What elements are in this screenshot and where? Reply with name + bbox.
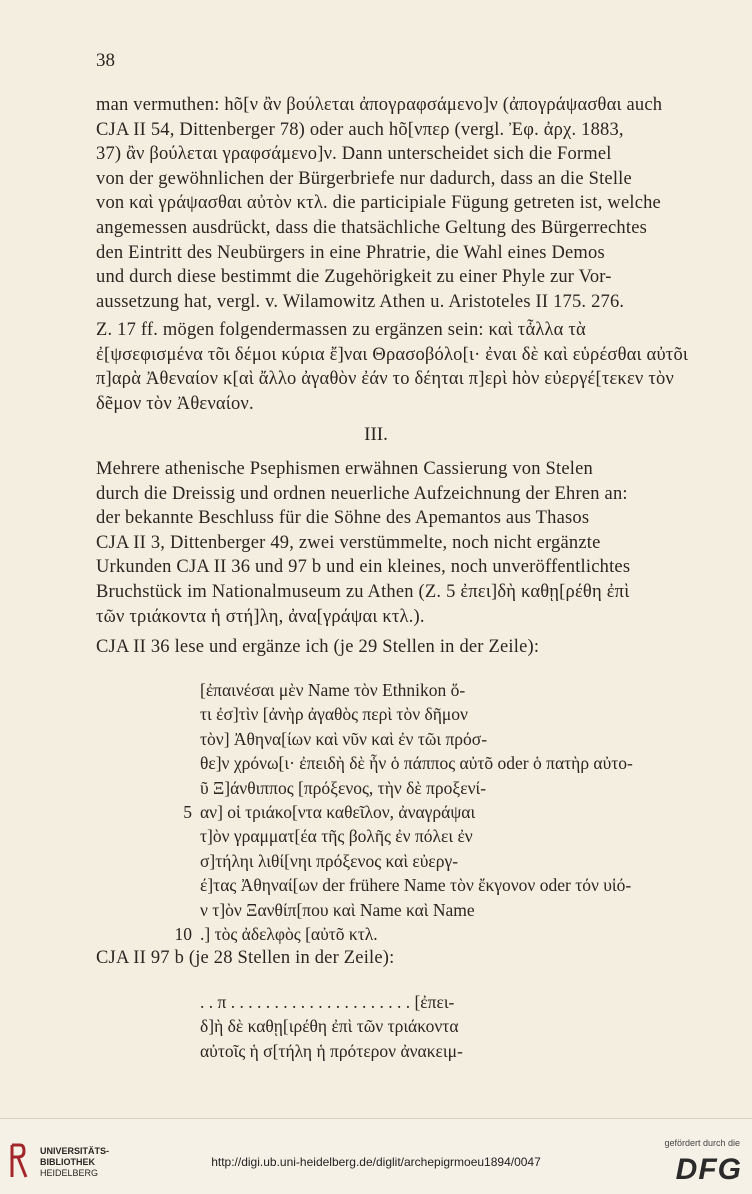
text-line: von καὶ γράψασθαι αὐτὸν κτλ. die participiale Fügung getreten ist, welche — [96, 193, 661, 214]
line-number: 10 — [174, 924, 192, 945]
paragraph-4 — [96, 635, 706, 660]
text-line: man vermuthen: hõ[ν ἂν βούλεται ἀπογραφσάμενο]ν (ἀπογράψασθαι auch — [96, 95, 663, 115]
text-line: δẽμον τὸν Ἀθεναίον. — [96, 393, 254, 414]
inscription-text: αν] οἱ τριάκο[ντα καθεῖλον, ἀναγράψαι — [200, 802, 476, 823]
text-line: durch die Dreissig und ordnen neuerliche Aufzeichnung der Ehren an: — [96, 483, 628, 504]
paragraph-5 — [96, 946, 706, 971]
text-line: τῶν τριάκοντα ἡ στή]λη, ἀνα[γράψαι κτλ.). — [96, 606, 425, 627]
section-heading: III. — [364, 424, 388, 445]
inscription-text: .] τὸς ἀδελφὸς [αὐτõ κτλ. — [200, 924, 378, 945]
text-line: Bruchstück im Nationalmuseum zu Athen (Z. 5 ἐπει]δὴ καθῃ[ρέθη ἐπὶ — [96, 581, 630, 602]
inscription-line — [174, 922, 720, 946]
text-line: den Eintritt des Neubürgers in eine Phratrie, die Wahl eines Demos — [96, 242, 605, 263]
text-line: δ]ὴ δὲ καθῃ[ιρέθη ἐπὶ τῶν τριάκοντα — [200, 1016, 459, 1037]
inscription-line — [200, 702, 720, 726]
inscription-text: τ]ὸν γραμματ[έα τῆς βολῆς ἐν πόλει ἐν — [200, 826, 473, 847]
institution-line-2: BIBLIOTHEK — [40, 1157, 95, 1167]
text-line: Urkunden CJA II 36 und 97 b und ein kleines, noch unveröffentlichtes — [96, 557, 631, 578]
inscription-cja-97b — [200, 990, 720, 1063]
text-line: und durch diese bestimmt die Zugehörigkeit zu einer Phyle zur Vor- — [96, 267, 612, 288]
paragraph-2 — [96, 318, 706, 416]
text-line: . . π . . . . . . . . . . . . . . . . . . . . . [ἐπει- — [200, 992, 455, 1012]
text-line: angemessen ausdrückt, dass die thatsächliche Geltung des Bürgerrechtes — [96, 217, 648, 238]
text-line: CJA II 54, Dittenberger 78) oder auch hõ[νπερ (vergl. Ἐφ. ἀρχ. 1883, — [96, 119, 624, 140]
inscription-text: τὸν] Ἀθηνα[ίων καὶ νῦν καὶ ἐν τῶι πρόσ- — [200, 728, 488, 749]
inscription-line — [200, 873, 720, 897]
inscription-line — [200, 678, 720, 702]
text-line: π]αρὰ Ἀθεναίον κ[αὶ ἄλλο ἀγαθὸν ἐάν το δέηται π]ερὶ hὸν εὐεργέ[τεκεν τὸν — [96, 369, 674, 390]
paragraph-5-line: CJA II 97 b (je 28 Stellen in der Zeile): — [96, 948, 395, 968]
paragraph-3 — [96, 457, 706, 629]
inscription-line — [200, 824, 720, 848]
text-line: Mehrere athenische Psephismen erwähnen Cassierung von Stelen — [96, 459, 593, 479]
text-line: 37) ἂν βούλεται γραφσάμενο]ν. Dann unterscheidet sich die Formel — [96, 144, 612, 165]
text-line: ἐ[ψσεφισμένα τõι δέμοι κύρια ἔ]ναι Θρασοβόλο[ι· ἐναι δὲ καὶ εὑρέσθαι αὐτõι — [96, 344, 689, 365]
inscription-text: [ἐπαινέσαι μὲν Name τὸν Ethnikon ὅ- — [200, 680, 466, 700]
text-line: CJA II 3, Dittenberger 49, zwei verstümmelte, noch nicht ergänzte — [96, 532, 601, 553]
inscription-line — [200, 849, 720, 873]
footer-bar — [0, 1118, 752, 1194]
inscription-line — [200, 751, 720, 775]
inscription-text: ῦ Ξ]άνθιππος [πρόξενος, τὴν δὲ προξενί- — [200, 777, 487, 798]
line-number: 5 — [183, 802, 192, 823]
source-url-link[interactable]: http://digi.ub.uni-heidelberg.de/diglit/archepigrmoeu1894/0047 — [211, 1155, 541, 1169]
inscription-line — [200, 727, 720, 751]
text-line: aussetzung hat, vergl. v. Wilamowitz Athen u. Aristoteles II 175. 276. — [96, 291, 625, 312]
inscription-line — [183, 800, 720, 824]
inscription-text: σ]τήληι λιθί[νηι πρόξενος καὶ εὐεργ- — [200, 850, 459, 871]
inscription-cja-36 — [174, 678, 720, 946]
institution-line-1: UNIVERSITÄTS- — [40, 1146, 110, 1156]
sponsor-label: gefördert durch die — [664, 1138, 740, 1148]
page-number: 38 — [96, 50, 115, 71]
paragraph-1 — [96, 93, 706, 314]
dfg-logo[interactable]: DFG — [675, 1153, 742, 1186]
inscription-text: θε]ν χρόνω[ι· ἐπειδὴ δὲ ἦν ὁ πάππος αὐτõ oder ὁ πατὴρ αὐτο- — [200, 753, 633, 774]
text-line: Z. 17 ff. mögen folgendermassen zu ergänzen sein: καὶ τἆλλα τὰ — [96, 320, 586, 340]
inscription-line — [200, 776, 720, 800]
inscription-text: ν τ]ὸν Ξανθίπ[που καὶ Name καὶ Name — [200, 899, 475, 920]
paragraph-4-line: CJA II 36 lese und ergänze ich (je 29 Stellen in der Zeile): — [96, 637, 540, 657]
inscription-line — [200, 898, 720, 922]
inscription-text: έ]τας Ἀθηναί[ων der frühere Name τὸν ἔκγονον oder τόν υἱό- — [200, 875, 632, 896]
text-line: der bekannte Beschluss für die Söhne des Apemantos aus Thasos — [96, 508, 590, 529]
institution-line-3: HEIDELBERG — [40, 1168, 99, 1178]
inscription-text: τι ἐσ]τὶν [ἀνὴρ ἀγαθὸς περὶ τὸν δῆμον — [200, 704, 468, 725]
text-line: αὐτοῖς ἡ σ[τήλη ἡ πρότερον ἀνακειμ- — [200, 1040, 463, 1061]
text-line: von der gewöhnlichen der Bürgerbriefe nur dadurch, dass an die Stelle — [96, 168, 632, 189]
